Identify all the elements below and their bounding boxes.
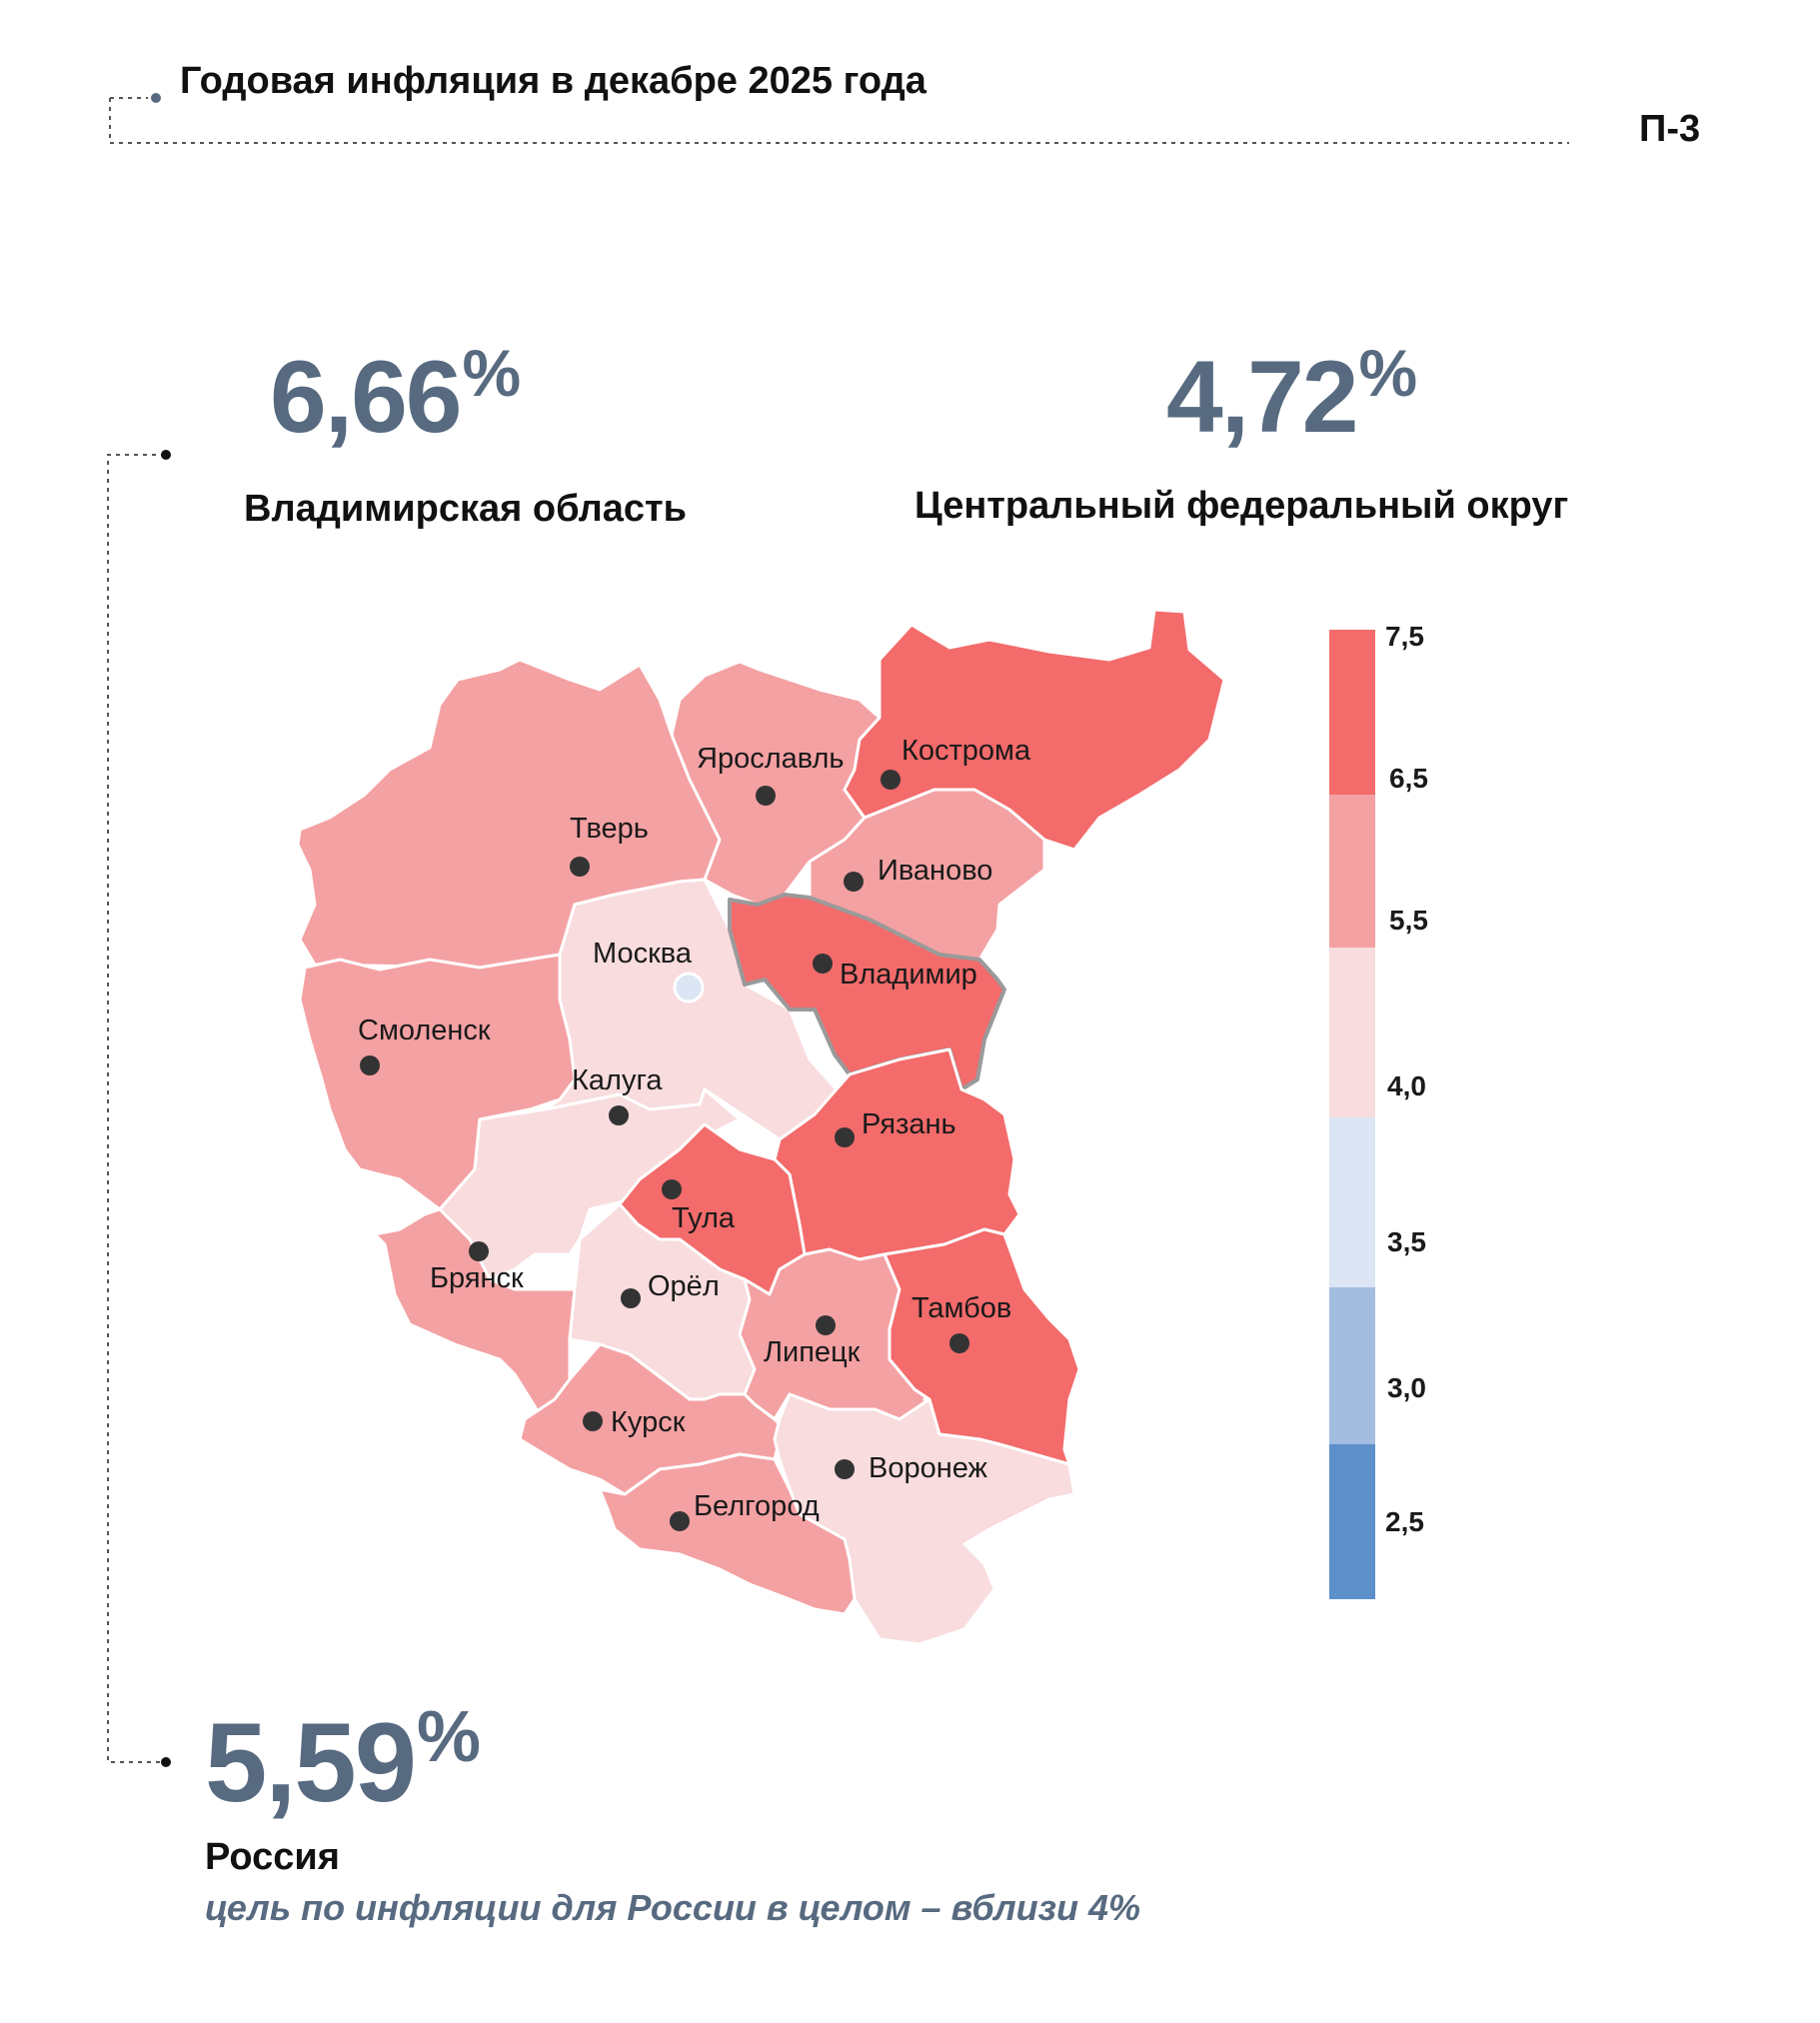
city-dot-kostroma (881, 770, 901, 790)
label-voronezh: Воронеж (869, 1452, 987, 1484)
city-dot-vladimir (813, 954, 833, 974)
label-kaluga: Калуга (572, 1064, 663, 1096)
country-value: 5,59% (205, 1697, 480, 1825)
label-tambov: Тамбов (911, 1292, 1012, 1324)
city-dot-voronezh (835, 1459, 855, 1479)
region-value: 6,66% (270, 336, 520, 454)
region-label: Владимирская область (244, 488, 688, 530)
label-ryazan: Рязань (862, 1108, 956, 1140)
legend-tick: 2,5 (1385, 1506, 1424, 1537)
city-dot-tver (570, 857, 590, 877)
label-yaroslavl: Ярославль (697, 743, 845, 775)
legend-tick: 6,5 (1389, 763, 1428, 794)
legend-bin-2_5-3_0 (1329, 1444, 1375, 1599)
legend-bin-5_5-6_5 (1329, 795, 1375, 948)
legend-ticks (1385, 621, 1428, 1537)
legend-bin-3_0-3_5 (1329, 1287, 1375, 1444)
label-orel: Орёл (648, 1270, 720, 1302)
legend-bin-3_5-4_0 (1329, 1117, 1375, 1287)
color-legend (1329, 630, 1375, 1599)
legend-tick: 4,0 (1387, 1070, 1426, 1101)
city-dot-moscow (675, 974, 703, 1002)
city-dot-orel (621, 1288, 641, 1308)
legend-tick: 3,0 (1387, 1372, 1426, 1403)
city-dot-ryazan (835, 1127, 855, 1147)
district-value: 4,72% (1166, 336, 1416, 454)
legend-bin-6_5-7_5 (1329, 630, 1375, 795)
city-dot-tula (662, 1179, 682, 1199)
country-label: Россия (205, 1836, 340, 1878)
page-number: П-3 (1639, 108, 1701, 150)
legend-bin-4_0-5_5 (1329, 948, 1375, 1117)
legend-tick: 5,5 (1389, 905, 1428, 936)
district-label: Центральный федеральный округ (914, 485, 1569, 527)
label-smolensk: Смоленск (358, 1014, 491, 1046)
legend-tick: 7,5 (1385, 621, 1424, 652)
label-belgorod: Белгород (694, 1490, 820, 1522)
city-dot-bryansk (469, 1241, 489, 1261)
label-vladimir: Владимир (840, 959, 977, 991)
label-ivanovo: Иваново (878, 855, 993, 887)
city-dot-ivanovo (844, 872, 864, 892)
label-tula: Тула (672, 1202, 735, 1234)
city-dot-yaroslavl (756, 786, 776, 806)
city-dot-smolensk (360, 1055, 380, 1075)
label-tver: Тверь (570, 813, 649, 845)
city-dot-belgorod (670, 1511, 690, 1531)
city-dot-kaluga (609, 1105, 629, 1125)
city-dot-tambov (949, 1333, 969, 1353)
legend-tick: 3,5 (1387, 1226, 1426, 1257)
city-dot-kursk (583, 1411, 603, 1431)
label-moscow: Москва (593, 938, 693, 970)
label-kostroma: Кострома (902, 735, 1031, 767)
page-title: Годовая инфляция в декабре 2025 года (180, 60, 926, 102)
city-dot-lipetsk (816, 1315, 836, 1335)
label-bryansk: Брянск (430, 1262, 524, 1294)
inflation-goal-note: цель по инфляции для России в целом – вблизи 4% (205, 1887, 1141, 1928)
label-kursk: Курск (611, 1406, 686, 1438)
label-lipetsk: Липецк (764, 1336, 861, 1368)
